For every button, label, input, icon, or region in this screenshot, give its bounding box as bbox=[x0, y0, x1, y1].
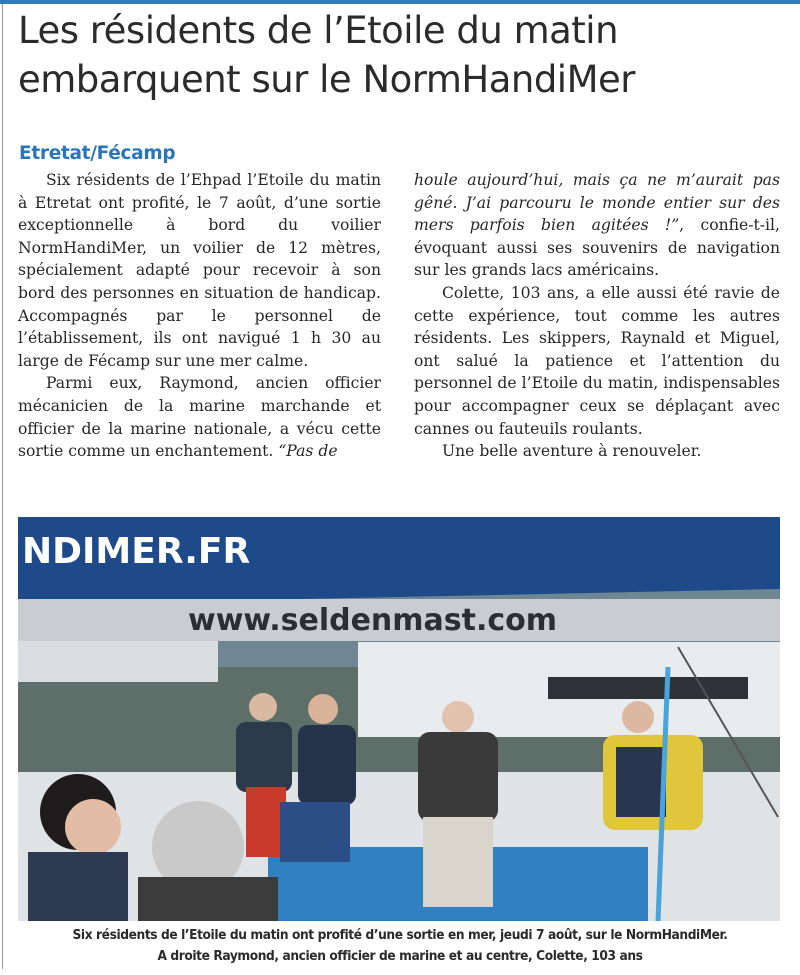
paragraph-2-text: Parmi eux, Raymond, ancien officier mécanicien de la marine marchande et officier de la marine nationale, a vécu cette sortie comme un enchantement. bbox=[18, 374, 381, 461]
left-column-rule bbox=[2, 4, 3, 969]
boom-text: www.seldenmast.com bbox=[188, 603, 558, 638]
photo-caption bbox=[8, 925, 792, 967]
article-column-1 bbox=[18, 169, 381, 463]
paragraph-1: Six résidents de l’Ehpad l’Etoile du matin à Etretat ont profité, le 7 août, d’une sortie exceptionnelle à bord du voilier NormHandiMer, un voilier de 12 mètres, spécialement adapté pour recevoir à son bord des personnes en situation de handicap. Accompagnés par le personnel de l’établissement, ils ont navigué 1 h 30 au large de Fécamp sur une mer calme. bbox=[18, 171, 381, 370]
dateline: Etretat/Fécamp bbox=[19, 143, 176, 164]
quote-attribution: , confie-t-il, évoquant aussi ses souvenirs de navigation sur les grands lacs américains. bbox=[414, 216, 780, 280]
headline-line-2: embarquent sur le NormHandiMer bbox=[18, 58, 635, 101]
paragraph-2 bbox=[18, 372, 381, 462]
headline bbox=[18, 6, 788, 104]
boat-windows bbox=[548, 677, 748, 699]
paragraph-4: Une belle aventure à renouveler. bbox=[442, 442, 702, 461]
paragraph-3: Colette, 103 ans, a elle aussi été ravie de cette expérience, tout comme les autres résidents. Les skippers, Raynald et Miguel, ont salué la patience et l’attention du personnel de l’Etoile du matin, indispensables pour accompagner ceux se déplaçant avec cannes ou fauteuils roulants. bbox=[414, 283, 780, 438]
caption-line-1: Six résidents de l’Etoile du matin ont profité d’une sortie en mer, jeudi 7 août, sur le NormHandiMer. bbox=[72, 927, 728, 943]
article-column-2 bbox=[414, 169, 780, 463]
article-photo bbox=[18, 517, 780, 921]
quote-continued: houle aujourd’hui, mais ça ne m’aurait pas gêné. J’ai parcouru le monde entier sur des mers parfois bien agitées !” bbox=[414, 171, 780, 235]
headline-line-1: Les résidents de l’Etoile du matin bbox=[18, 9, 619, 52]
caption-line-2: A droite Raymond, ancien officier de marine et au centre, Colette, 103 ans bbox=[157, 948, 643, 964]
sail-text: NDIMER.FR bbox=[22, 531, 251, 572]
distant-boats bbox=[18, 637, 218, 682]
photo-illustration bbox=[18, 517, 780, 921]
quote-start: “Pas de bbox=[278, 442, 338, 461]
paragraph-2-continued bbox=[414, 169, 780, 282]
top-color-rule bbox=[0, 0, 800, 4]
